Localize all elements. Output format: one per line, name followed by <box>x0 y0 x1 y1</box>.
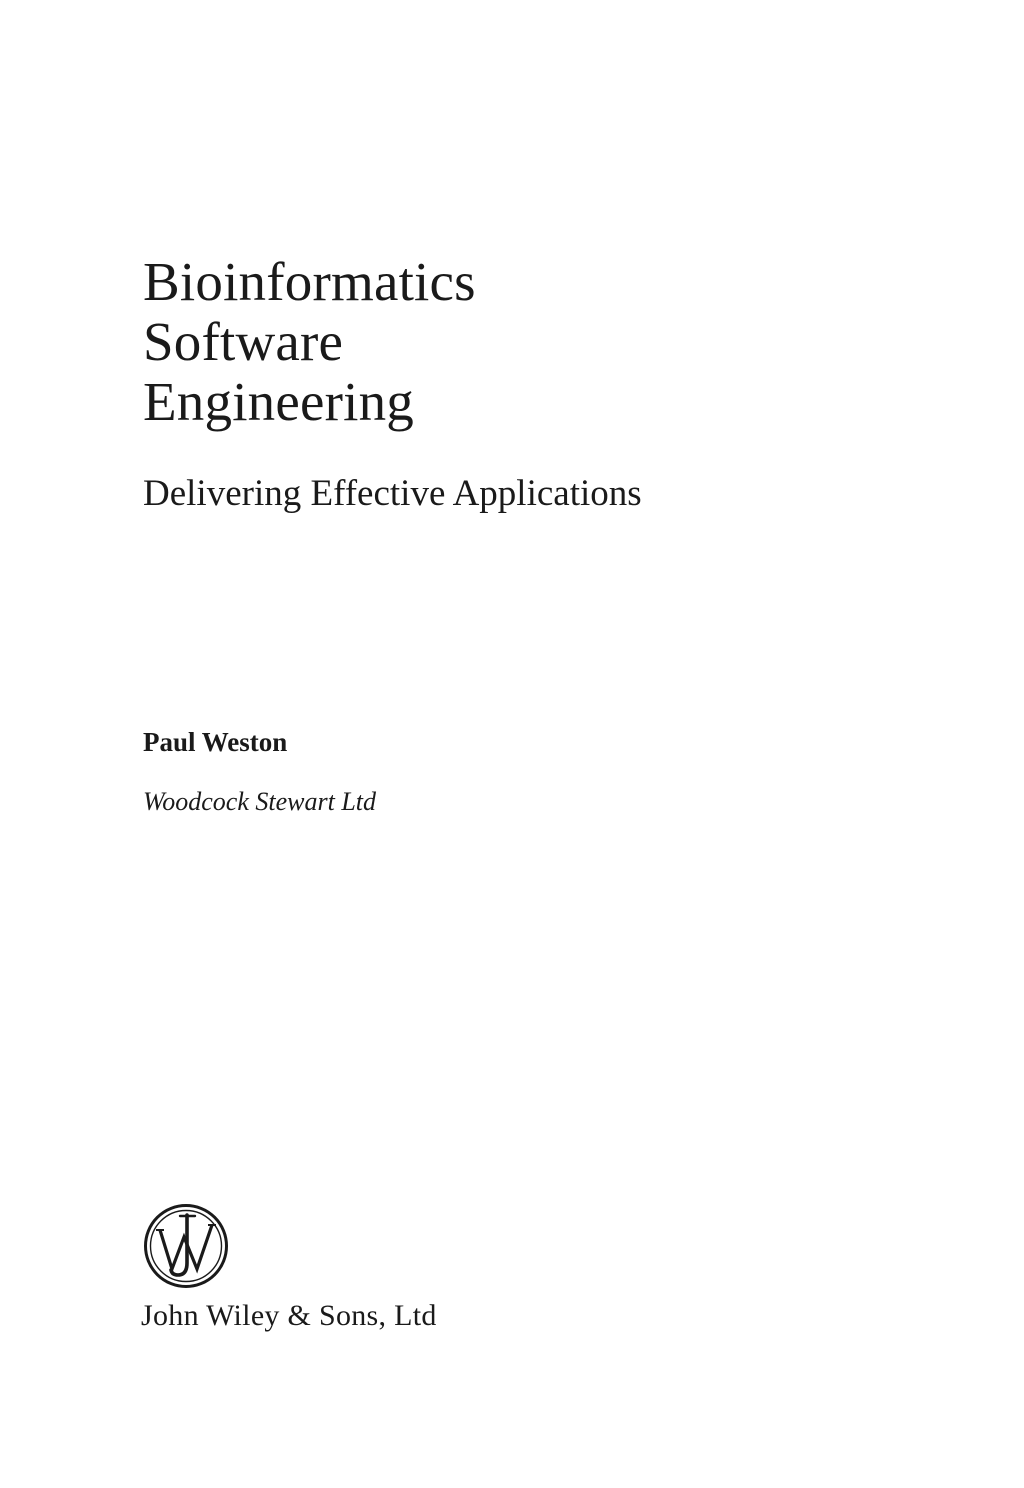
title-line-2: Software <box>143 311 344 372</box>
book-subtitle: Delivering Effective Applications <box>143 473 642 514</box>
wiley-jw-monogram-icon <box>143 1203 229 1289</box>
author-affiliation: Woodcock Stewart Ltd <box>143 787 377 816</box>
title-line-1: Bioinformatics <box>143 251 476 312</box>
book-title <box>143 252 476 432</box>
title-line-3: Engineering <box>143 371 414 432</box>
publisher-name: John Wiley & Sons, Ltd <box>141 1299 437 1332</box>
publisher-logo-graphic <box>143 1203 229 1289</box>
author-name: Paul Weston <box>143 727 288 757</box>
